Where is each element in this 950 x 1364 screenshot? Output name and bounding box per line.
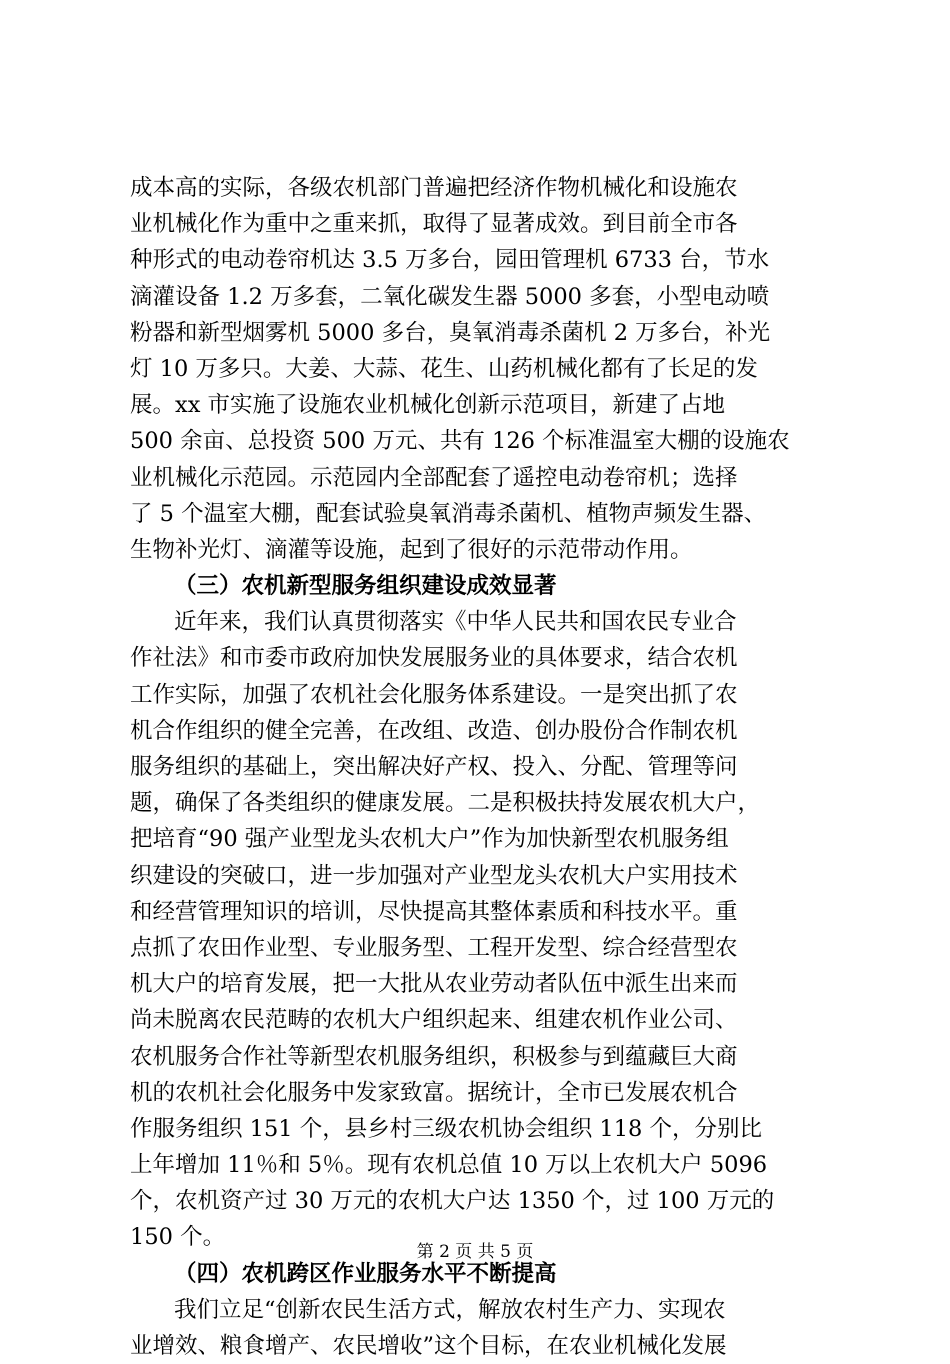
paragraph-line: 500 余亩、总投资 500 万元、共有 126 个标准温室大棚的设施农 xyxy=(130,428,790,455)
paragraph-line: 和经营管理知识的培训，尽快提高其整体素质和科技水平。重 xyxy=(130,898,738,925)
paragraph-line: 个，农机资产过 30 万元的农机大户达 1350 个，过 100 万元的 xyxy=(130,1188,775,1215)
paragraph-line: 成本高的实际，各级农机部门普遍把经济作物机械化和设施农 xyxy=(130,175,738,201)
page-footer: 第 2 页 共 5 页 xyxy=(416,1242,534,1262)
paragraph-line: 点抓了农田作业型、专业服务型、工程开发型、综合经营型农 xyxy=(130,934,738,961)
paragraph-line: 织建设的突破口，进一步加强对产业型龙头农机大户实用技术 xyxy=(130,862,738,889)
paragraph-line: 业机械化作为重中之重来抓，取得了显著成效。到目前全市各 xyxy=(130,211,738,238)
paragraph-line: 尚未脱离农民范畴的农机大户组织起来、组建农机作业公司、 xyxy=(130,1007,738,1034)
paragraph-line: 粉器和新型烟雾机 5000 多台，臭氧消毒杀菌机 2 万多台，补光 xyxy=(130,319,771,346)
paragraph-line: 把培育“90 强产业型龙头农机大户”作为加快新型农机服务组 xyxy=(130,826,729,853)
paragraph-line: 机合作组织的健全完善，在改组、改造、创办股份合作制农机 xyxy=(130,717,738,744)
paragraph-line: 服务组织的基础上，突出解决好产权、投入、分配、管理等问 xyxy=(130,754,738,780)
paragraph-line: 滴灌设备 1.2 万多套，二氧化碳发生器 5000 多套，小型电动喷 xyxy=(130,283,770,310)
paragraph-line: 生物补光灯、滴灌等设施，起到了很好的示范带动作用。 xyxy=(130,536,693,563)
paragraph-line: 业增效、粮食增产、农民增收”这个目标，在农业机械化发展 xyxy=(130,1333,727,1359)
paragraph-line: 150 个。 xyxy=(130,1224,226,1251)
paragraph-line: 展。xx 市实施了设施农业机械化创新示范项目，新建了占地 xyxy=(130,392,726,419)
paragraph-line: 工作实际，加强了农机社会化服务体系建设。一是突出抓了农 xyxy=(130,681,738,708)
paragraph-line: 我们立足“创新农民生活方式，解放农村生产力、实现农 xyxy=(174,1296,726,1323)
document-body xyxy=(130,170,830,1364)
paragraph-line: 作社法》和市委市政府加快发展服务业的具体要求，结合农机 xyxy=(130,645,738,672)
paragraph-line: 题，确保了各类组织的健康发展。二是积极扶持发展农机大户， xyxy=(130,790,761,817)
paragraph-line: 上年增加 11％和 5％。现有农机总值 10 万以上农机大户 5096 xyxy=(130,1152,768,1179)
paragraph-line: 灯 10 万多只。大姜、大蒜、花生、山药机械化都有了长足的发 xyxy=(130,355,758,382)
paragraph-line: 种形式的电动卷帘机达 3.5 万多台，园田管理机 6733 台，节水 xyxy=(130,247,770,274)
paragraph-line: 机的农机社会化服务中发家致富。据统计，全市已发展农机合 xyxy=(130,1079,738,1106)
section-heading: （三）农机新型服务组织建设成效显著 xyxy=(174,573,557,600)
section-heading: （四）农机跨区作业服务水平不断提高 xyxy=(174,1260,557,1287)
paragraph-line: 作服务组织 151 个，县乡村三级农机协会组织 118 个，分别比 xyxy=(130,1115,763,1142)
paragraph-line: 业机械化示范园。示范园内全部配套了遥控电动卷帘机；选择 xyxy=(130,464,738,491)
paragraph-line: 近年来，我们认真贯彻落实《中华人民共和国农民专业合 xyxy=(174,609,737,636)
paragraph-line: 了 5 个温室大棚，配套试验臭氧消毒杀菌机、植物声频发生器、 xyxy=(130,500,767,527)
paragraph-line: 农机服务合作社等新型农机服务组织，积极参与到蕴藏巨大商 xyxy=(130,1043,738,1070)
paragraph-line: 机大户的培育发展，把一大批从农业劳动者队伍中派生出来而 xyxy=(130,971,738,998)
